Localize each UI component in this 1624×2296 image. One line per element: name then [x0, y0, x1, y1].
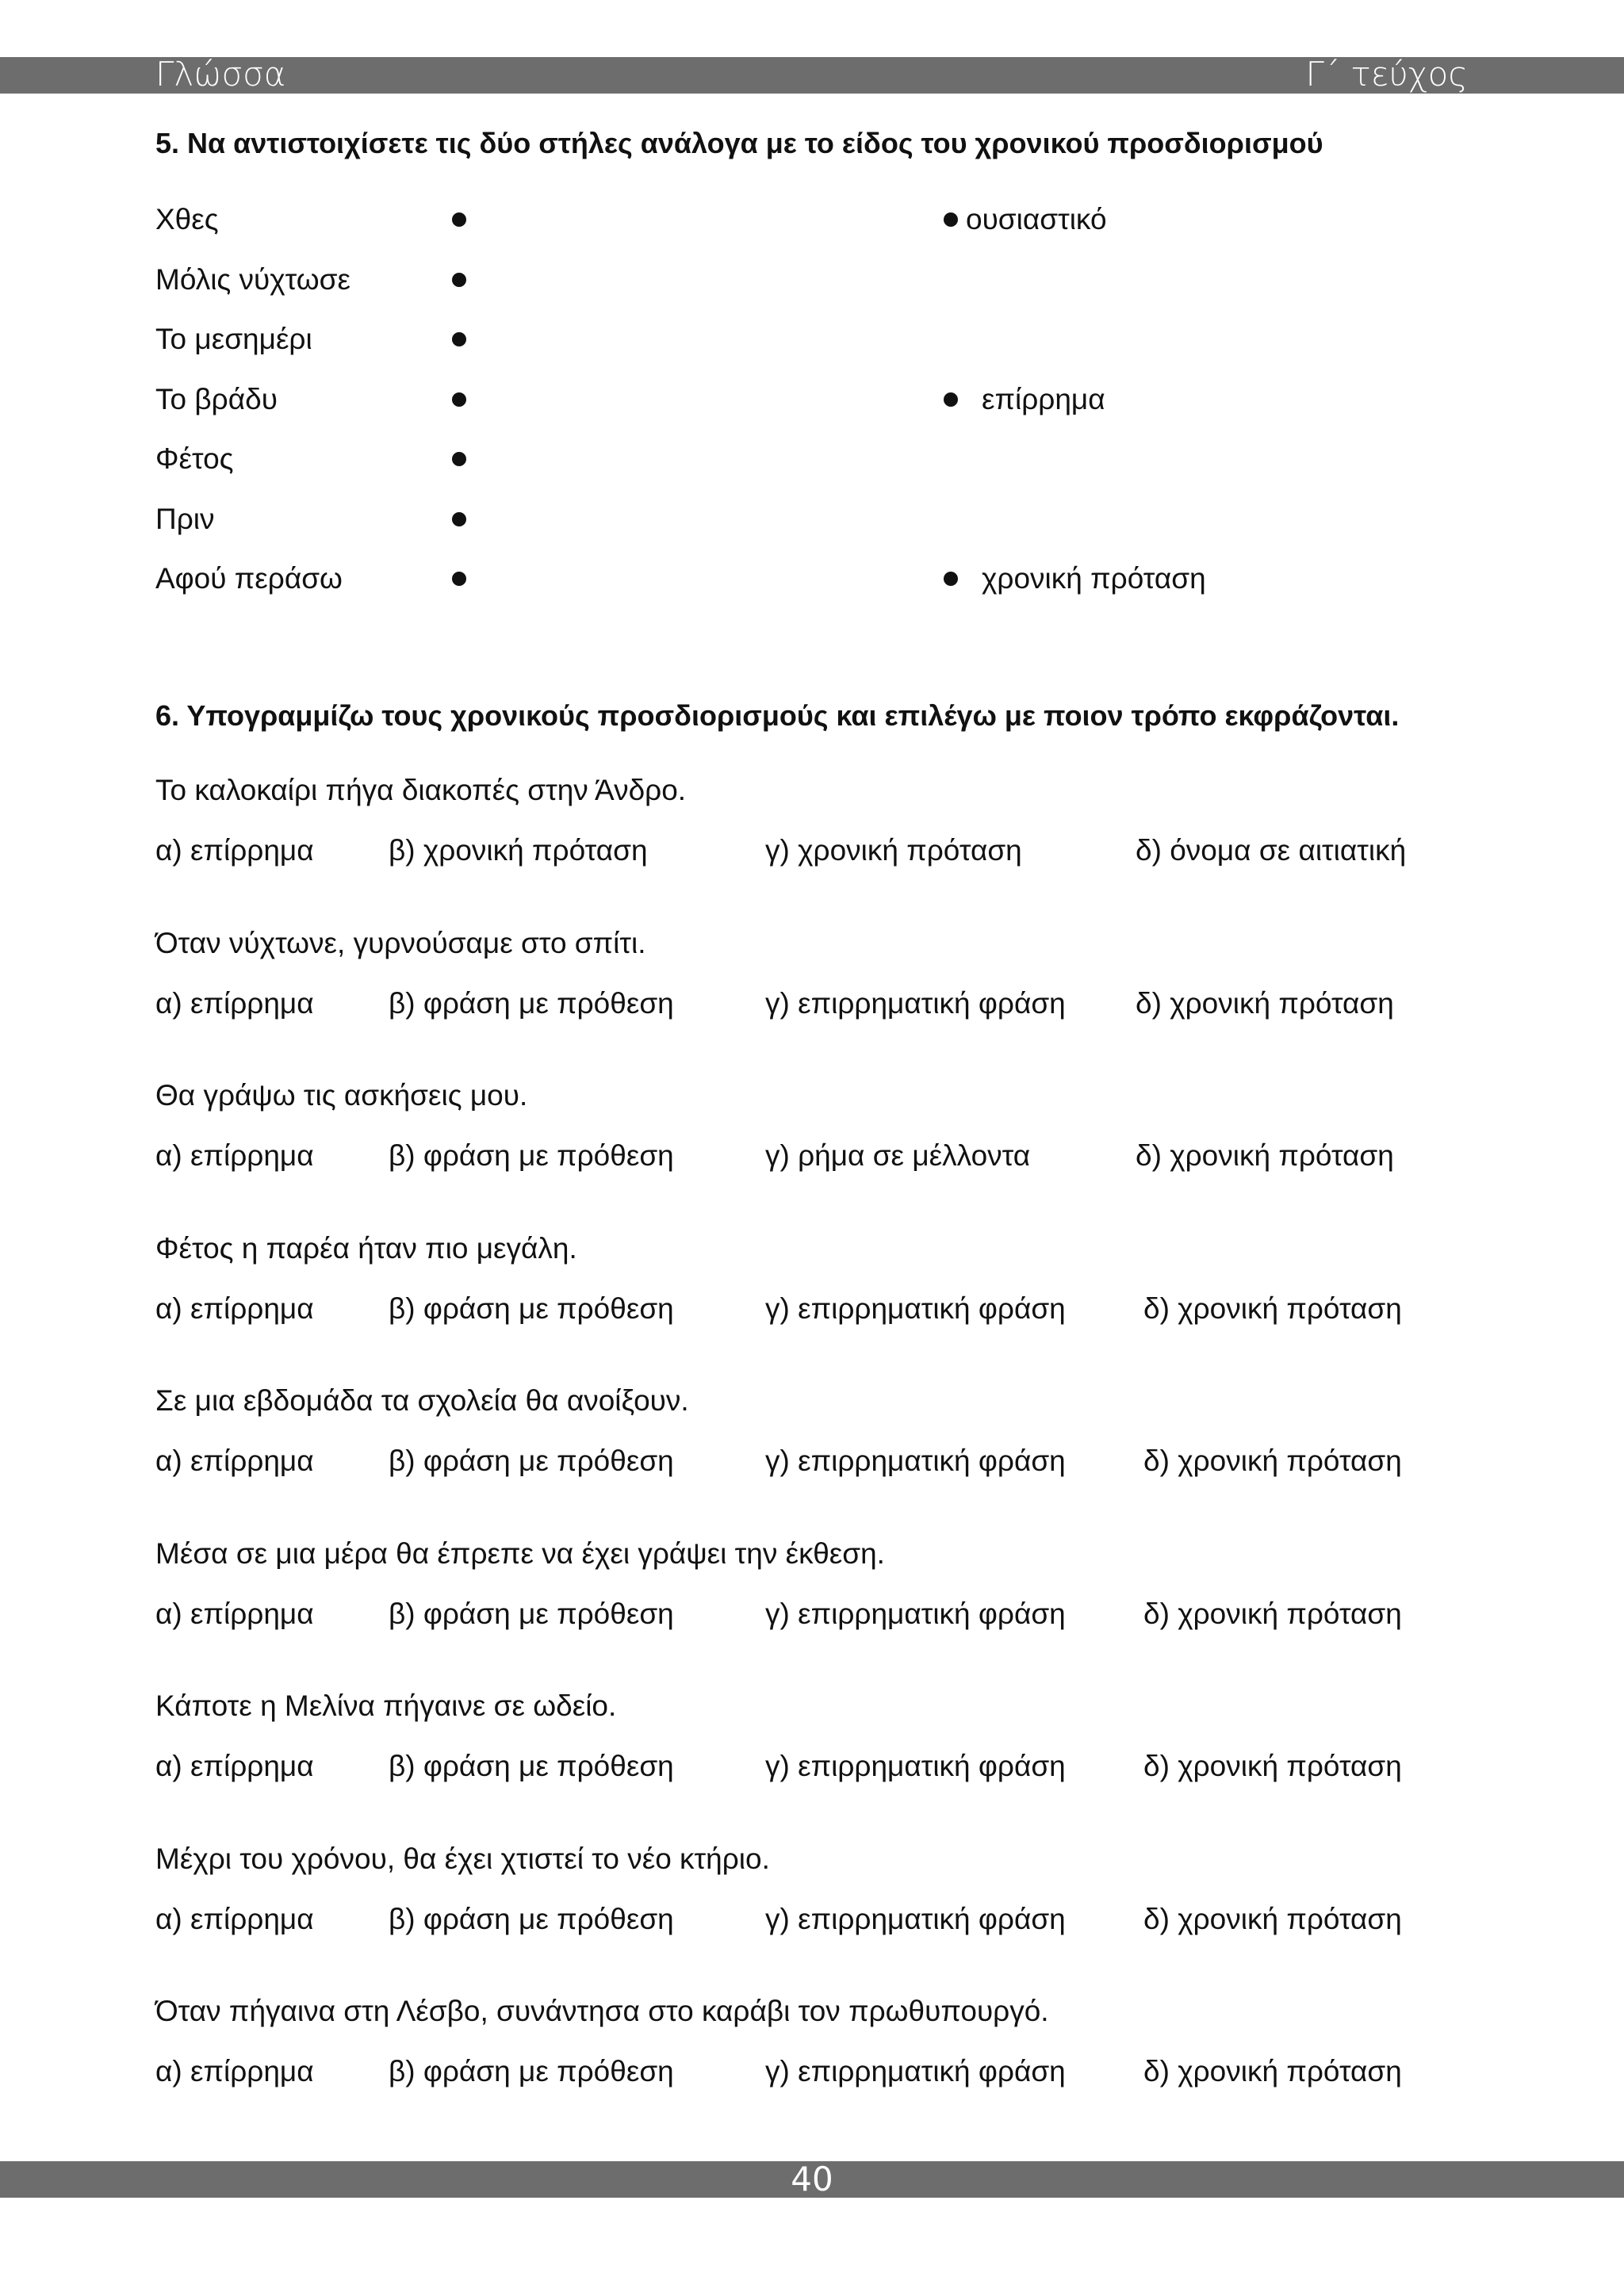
- answer-option[interactable]: δ) χρονική πρόταση: [1143, 2055, 1402, 2087]
- answer-option[interactable]: α) επίρρημα: [155, 986, 314, 1020]
- match-left-item: Το βράδυ: [155, 382, 278, 415]
- match-right-dot[interactable]: [944, 572, 958, 586]
- match-left-item: Αφού περάσω: [155, 562, 343, 595]
- answer-option[interactable]: α) επίρρημα: [155, 834, 314, 867]
- exercise5-heading: 5. Να αντιστοιχίσετε τις δύο στήλες ανάλογα με το είδος του χρονικού προσδιορισμού: [155, 127, 1323, 159]
- match-left-item: Χθες: [155, 203, 219, 235]
- exercise6-heading: 6. Υπογραμμίζω τους χρονικούς προσδιορισμούς και επιλέγω με ποιον τρόπο εκφράζονται.: [155, 699, 1400, 732]
- answer-option[interactable]: β) φράση με πρόθεση: [389, 1292, 674, 1325]
- answer-option[interactable]: δ) χρονική πρόταση: [1143, 1597, 1402, 1630]
- answer-option[interactable]: γ) χρονική πρόταση: [765, 834, 1022, 867]
- answer-option[interactable]: β) φράση με πρόθεση: [389, 2055, 674, 2087]
- question-sentence: Φέτος η παρέα ήταν πιο μεγάλη.: [155, 1231, 577, 1265]
- question-sentence: Το καλοκαίρι πήγα διακοπές στην Άνδρο.: [155, 774, 687, 806]
- page-number: 40: [791, 2160, 833, 2198]
- answer-option[interactable]: γ) επιρρηματική φράση: [765, 1292, 1066, 1325]
- answer-option[interactable]: γ) επιρρηματική φράση: [765, 1902, 1066, 1935]
- answer-option[interactable]: δ) χρονική πρόταση: [1136, 986, 1394, 1020]
- answer-option[interactable]: δ) όνομα σε αιτιατική: [1136, 834, 1407, 867]
- match-left-dot[interactable]: [452, 512, 466, 526]
- question-sentence: Όταν νύχτωνε, γυρνούσαμε στο σπίτι.: [155, 926, 646, 959]
- answer-option[interactable]: δ) χρονική πρόταση: [1143, 1750, 1402, 1782]
- answer-option[interactable]: γ) ρήμα σε μέλλοντα: [765, 1139, 1031, 1172]
- answer-option[interactable]: δ) χρονική πρόταση: [1143, 1902, 1402, 1935]
- match-left-item: Μόλις νύχτωσε: [155, 262, 350, 296]
- answer-option[interactable]: γ) επιρρηματική φράση: [765, 1750, 1066, 1782]
- answer-option[interactable]: γ) επιρρηματική φράση: [765, 1597, 1066, 1630]
- header-subject: Γλώσσα: [155, 55, 286, 94]
- answer-option[interactable]: β) φράση με πρόθεση: [389, 1902, 674, 1935]
- answer-option[interactable]: α) επίρρημα: [155, 1139, 314, 1172]
- answer-option[interactable]: α) επίρρημα: [155, 1750, 314, 1782]
- answer-option[interactable]: α) επίρρημα: [155, 1292, 314, 1325]
- answer-option[interactable]: α) επίρρημα: [155, 1902, 314, 1935]
- question-sentence: Σε μια εβδομάδα τα σχολεία θα ανοίξουν.: [155, 1384, 689, 1417]
- answer-option[interactable]: β) φράση με πρόθεση: [389, 1139, 674, 1172]
- match-left-dot[interactable]: [452, 273, 466, 287]
- match-left-item: Φέτος: [155, 442, 234, 475]
- question-sentence: Μέσα σε μια μέρα θα έπρεπε να έχει γράψει την έκθεση.: [155, 1536, 885, 1570]
- match-left-item: Το μεσημέρι: [155, 323, 312, 355]
- answer-option[interactable]: γ) επιρρηματική φράση: [765, 986, 1066, 1020]
- match-right-item: επίρρημα: [982, 382, 1105, 415]
- question-sentence: Μέχρι του χρόνου, θα έχει χτιστεί το νέο κτήριο.: [155, 1842, 770, 1875]
- match-right-item: χρονική πρόταση: [982, 562, 1206, 595]
- question-sentence: Όταν πήγαινα στη Λέσβο, συνάντησα στο καράβι τον πρωθυπουργό.: [155, 1995, 1049, 2027]
- answer-option[interactable]: δ) χρονική πρόταση: [1143, 1445, 1402, 1477]
- answer-option[interactable]: δ) χρονική πρόταση: [1136, 1139, 1394, 1172]
- match-left-dot[interactable]: [452, 452, 466, 466]
- answer-option[interactable]: β) φράση με πρόθεση: [389, 1750, 674, 1782]
- answer-option[interactable]: α) επίρρημα: [155, 1445, 314, 1477]
- question-sentence: Κάποτε η Μελίνα πήγαινε σε ωδείο.: [155, 1689, 617, 1722]
- match-right-dot[interactable]: [944, 212, 958, 227]
- header-issue: Γ΄ τεύχος: [1305, 55, 1468, 94]
- answer-option[interactable]: δ) χρονική πρόταση: [1143, 1292, 1402, 1325]
- answer-option[interactable]: α) επίρρημα: [155, 1597, 314, 1630]
- answer-option[interactable]: γ) επιρρηματική φράση: [765, 1445, 1066, 1477]
- answer-option[interactable]: β) φράση με πρόθεση: [389, 1445, 674, 1477]
- question-sentence: Θα γράψω τις ασκήσεις μου.: [155, 1079, 528, 1112]
- match-left-item: Πριν: [155, 502, 215, 535]
- answer-option[interactable]: γ) επιρρηματική φράση: [765, 2055, 1066, 2087]
- answer-option[interactable]: β) φράση με πρόθεση: [389, 986, 674, 1020]
- answer-option[interactable]: α) επίρρημα: [155, 2055, 314, 2087]
- answer-option[interactable]: β) χρονική πρόταση: [389, 834, 648, 867]
- match-left-dot[interactable]: [452, 392, 466, 407]
- match-left-dot[interactable]: [452, 332, 466, 346]
- match-left-dot[interactable]: [452, 572, 466, 586]
- answer-option[interactable]: β) φράση με πρόθεση: [389, 1597, 674, 1630]
- match-right-item: ουσιαστικό: [966, 203, 1107, 235]
- match-left-dot[interactable]: [452, 212, 466, 227]
- match-right-dot[interactable]: [944, 392, 958, 407]
